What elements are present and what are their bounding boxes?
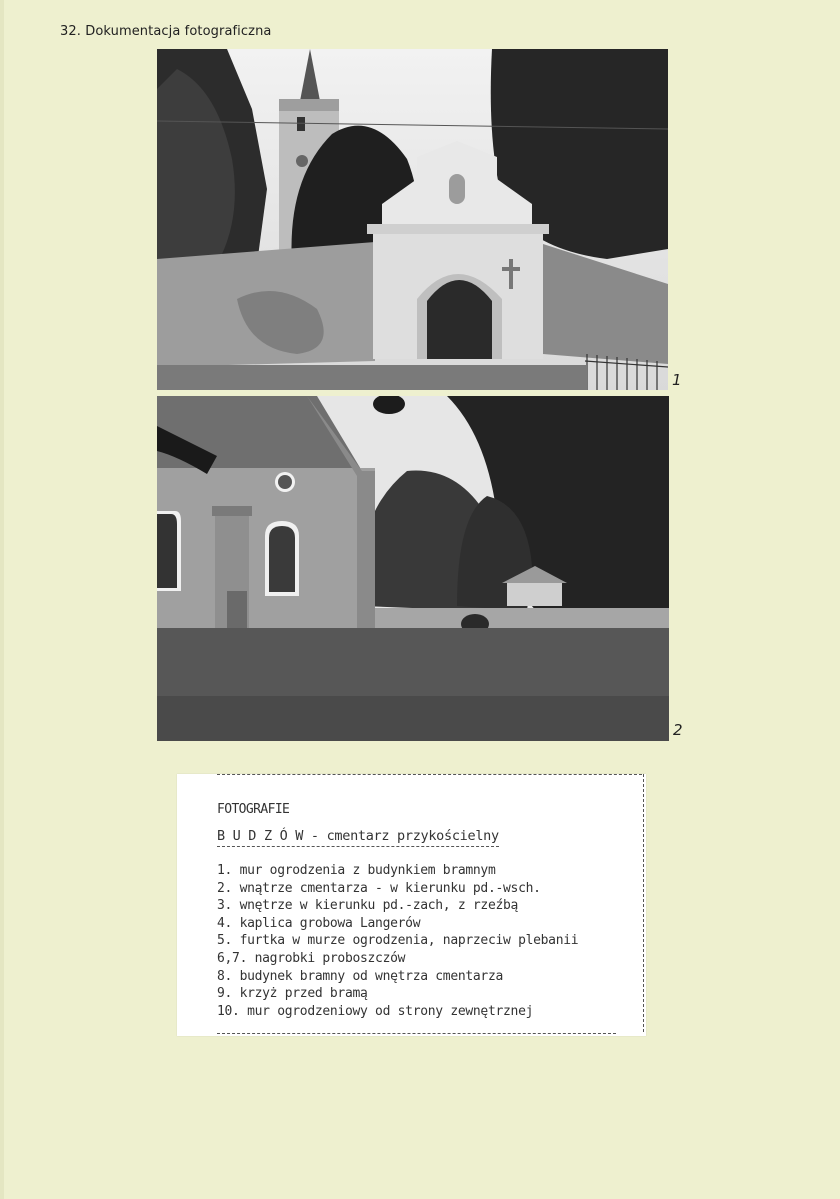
list-item: 9. krzyż przed bramą: [217, 986, 368, 1002]
list-item: 1. mur ogrodzenia z budynkiem bramnym: [217, 863, 496, 878]
dashed-border-bottom: [217, 1033, 616, 1034]
list-item: 4. kaplica grobowa Langerów: [217, 915, 421, 931]
caption-card: [177, 774, 646, 1036]
photo-1-number: 1: [672, 371, 682, 389]
list-item: 8. budynek bramny od wnętrza cmentarza: [217, 968, 504, 984]
caption-heading: FOTOGRAFIE: [217, 802, 290, 817]
photo-1-gatehouse: [157, 49, 668, 390]
list-item: 2. wnątrze cmentarza - w kierunku pd.-wsch.: [217, 880, 541, 896]
dashed-border-top: [217, 774, 642, 775]
caption-subtitle: B U D Z Ó W - cmentarz przykościelny: [217, 828, 499, 847]
dashed-border-right: [643, 774, 644, 1032]
list-item: 5. furtka w murze ogrodzenia, naprzeciw plebanii: [217, 933, 579, 949]
page-title: 32. Dokumentacja fotograficzna: [60, 24, 272, 39]
photo-2-number: 2: [673, 721, 683, 739]
list-item: 3. wnętrze w kierunku pd.-zach, z rzeźbą: [217, 898, 519, 914]
list-item: 6,7. nagrobki proboszczów: [217, 950, 406, 966]
caption-list: [217, 862, 578, 1020]
list-item: 10. mur ogrodzeniowy od strony zewnętrznej: [217, 1003, 534, 1019]
photo-2-cemetery-interior: [157, 396, 669, 741]
